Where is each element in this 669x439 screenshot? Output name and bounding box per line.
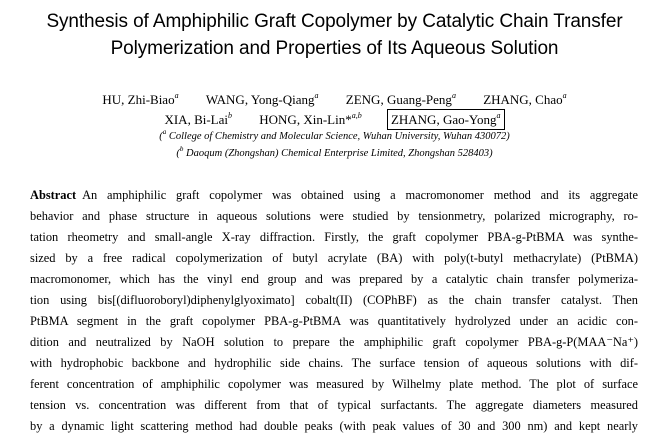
abstract: [30, 185, 638, 437]
author: XIA, Bi-Lai$^b$: [164, 111, 233, 127]
abstract-line: tension vs. concentration was different from that of typical surfactants. The aggregate diameters measured: [30, 398, 638, 412]
abstract-line: ferent concentration of amphiphilic copolymer was measured by Wilhelmy plate method. The plot of surface: [30, 377, 638, 391]
affiliation-a: ($^a$ College of Chemistry and Molecular Science, Wuhan University, Wuhan 430072): [159, 128, 510, 142]
author: ZENG, Guang-Peng$^a$: [345, 91, 456, 107]
title-line-1: Synthesis of Amphiphilic Graft Copolymer by Catalytic Chain Transfer: [46, 11, 623, 32]
abstract-line: tation rheometry and small-angle X-ray diffraction. Firstly, the graft copolymer PBA-g-PtBMA was synthe-: [30, 230, 638, 244]
corresponding-author-box: ZHANG, Gao-Yong$^a$: [387, 109, 505, 130]
abstract-label: Abstract: [30, 188, 77, 202]
affiliation-b: ($^b$ Daoqum (Zhongshan) Chemical Enterprise Limited, Zhongshan 528403): [176, 145, 493, 159]
abstract-line: macromonomer, which has the vinyl end group and was prepared by a catalytic chain transfer polymeriza-: [30, 272, 638, 286]
author: HONG, Xin-Lin*$^{a,b}$: [259, 111, 362, 127]
title-line-2: Polymerization and Properties of Its Aqueous Solution: [110, 38, 559, 59]
abstract-line: with hydrophobic backbone and hydrophilic side chains. The surface tension of aqueous solutions with dif-: [30, 356, 638, 370]
abstract-line: sized by a free radical copolymerization of butyl acrylate (BA) with poly(t-butyl methacrylate) (PtBMA): [30, 251, 638, 265]
affiliations: [20, 128, 649, 162]
abstract-line: behavior and phase structure in aqueous solutions were studied by tensionmetry, polarized micrography, ro-: [30, 209, 638, 223]
author: ZHANG, Chao$^a$: [483, 91, 567, 107]
author-row-1: [20, 90, 649, 109]
abstract-line: dition and neutralized by NaOH solution to prepare the amphiphilic graft copolymer PBA-g-P(MAA⁻Na⁺): [30, 335, 638, 349]
abstract-line: by a dynamic light scattering method had double peaks (with peak values of 30 and 300 nm) and kept nearly: [30, 419, 638, 433]
abstract-line: tion using bis[(difluoroboryl)diphenylglyoximato] cobalt(II) (COPhBF) as the chain transfer catalyst. Then: [30, 293, 638, 307]
author: WANG, Yong-Qiang$^a$: [205, 91, 319, 107]
abstract-line: Abstract An amphiphilic graft copolymer was obtained using a macromonomer method and its aggregate: [30, 188, 638, 202]
author: HU, Zhi-Biao$^a$: [102, 91, 179, 107]
paper-title: [10, 8, 659, 62]
author-list: [20, 90, 649, 130]
author-row-2: [20, 109, 649, 130]
abstract-line: PtBMA segment in the graft copolymer PBA-g-PtBMA was quantitatively hydrolyzed under an acidic con-: [30, 314, 638, 328]
